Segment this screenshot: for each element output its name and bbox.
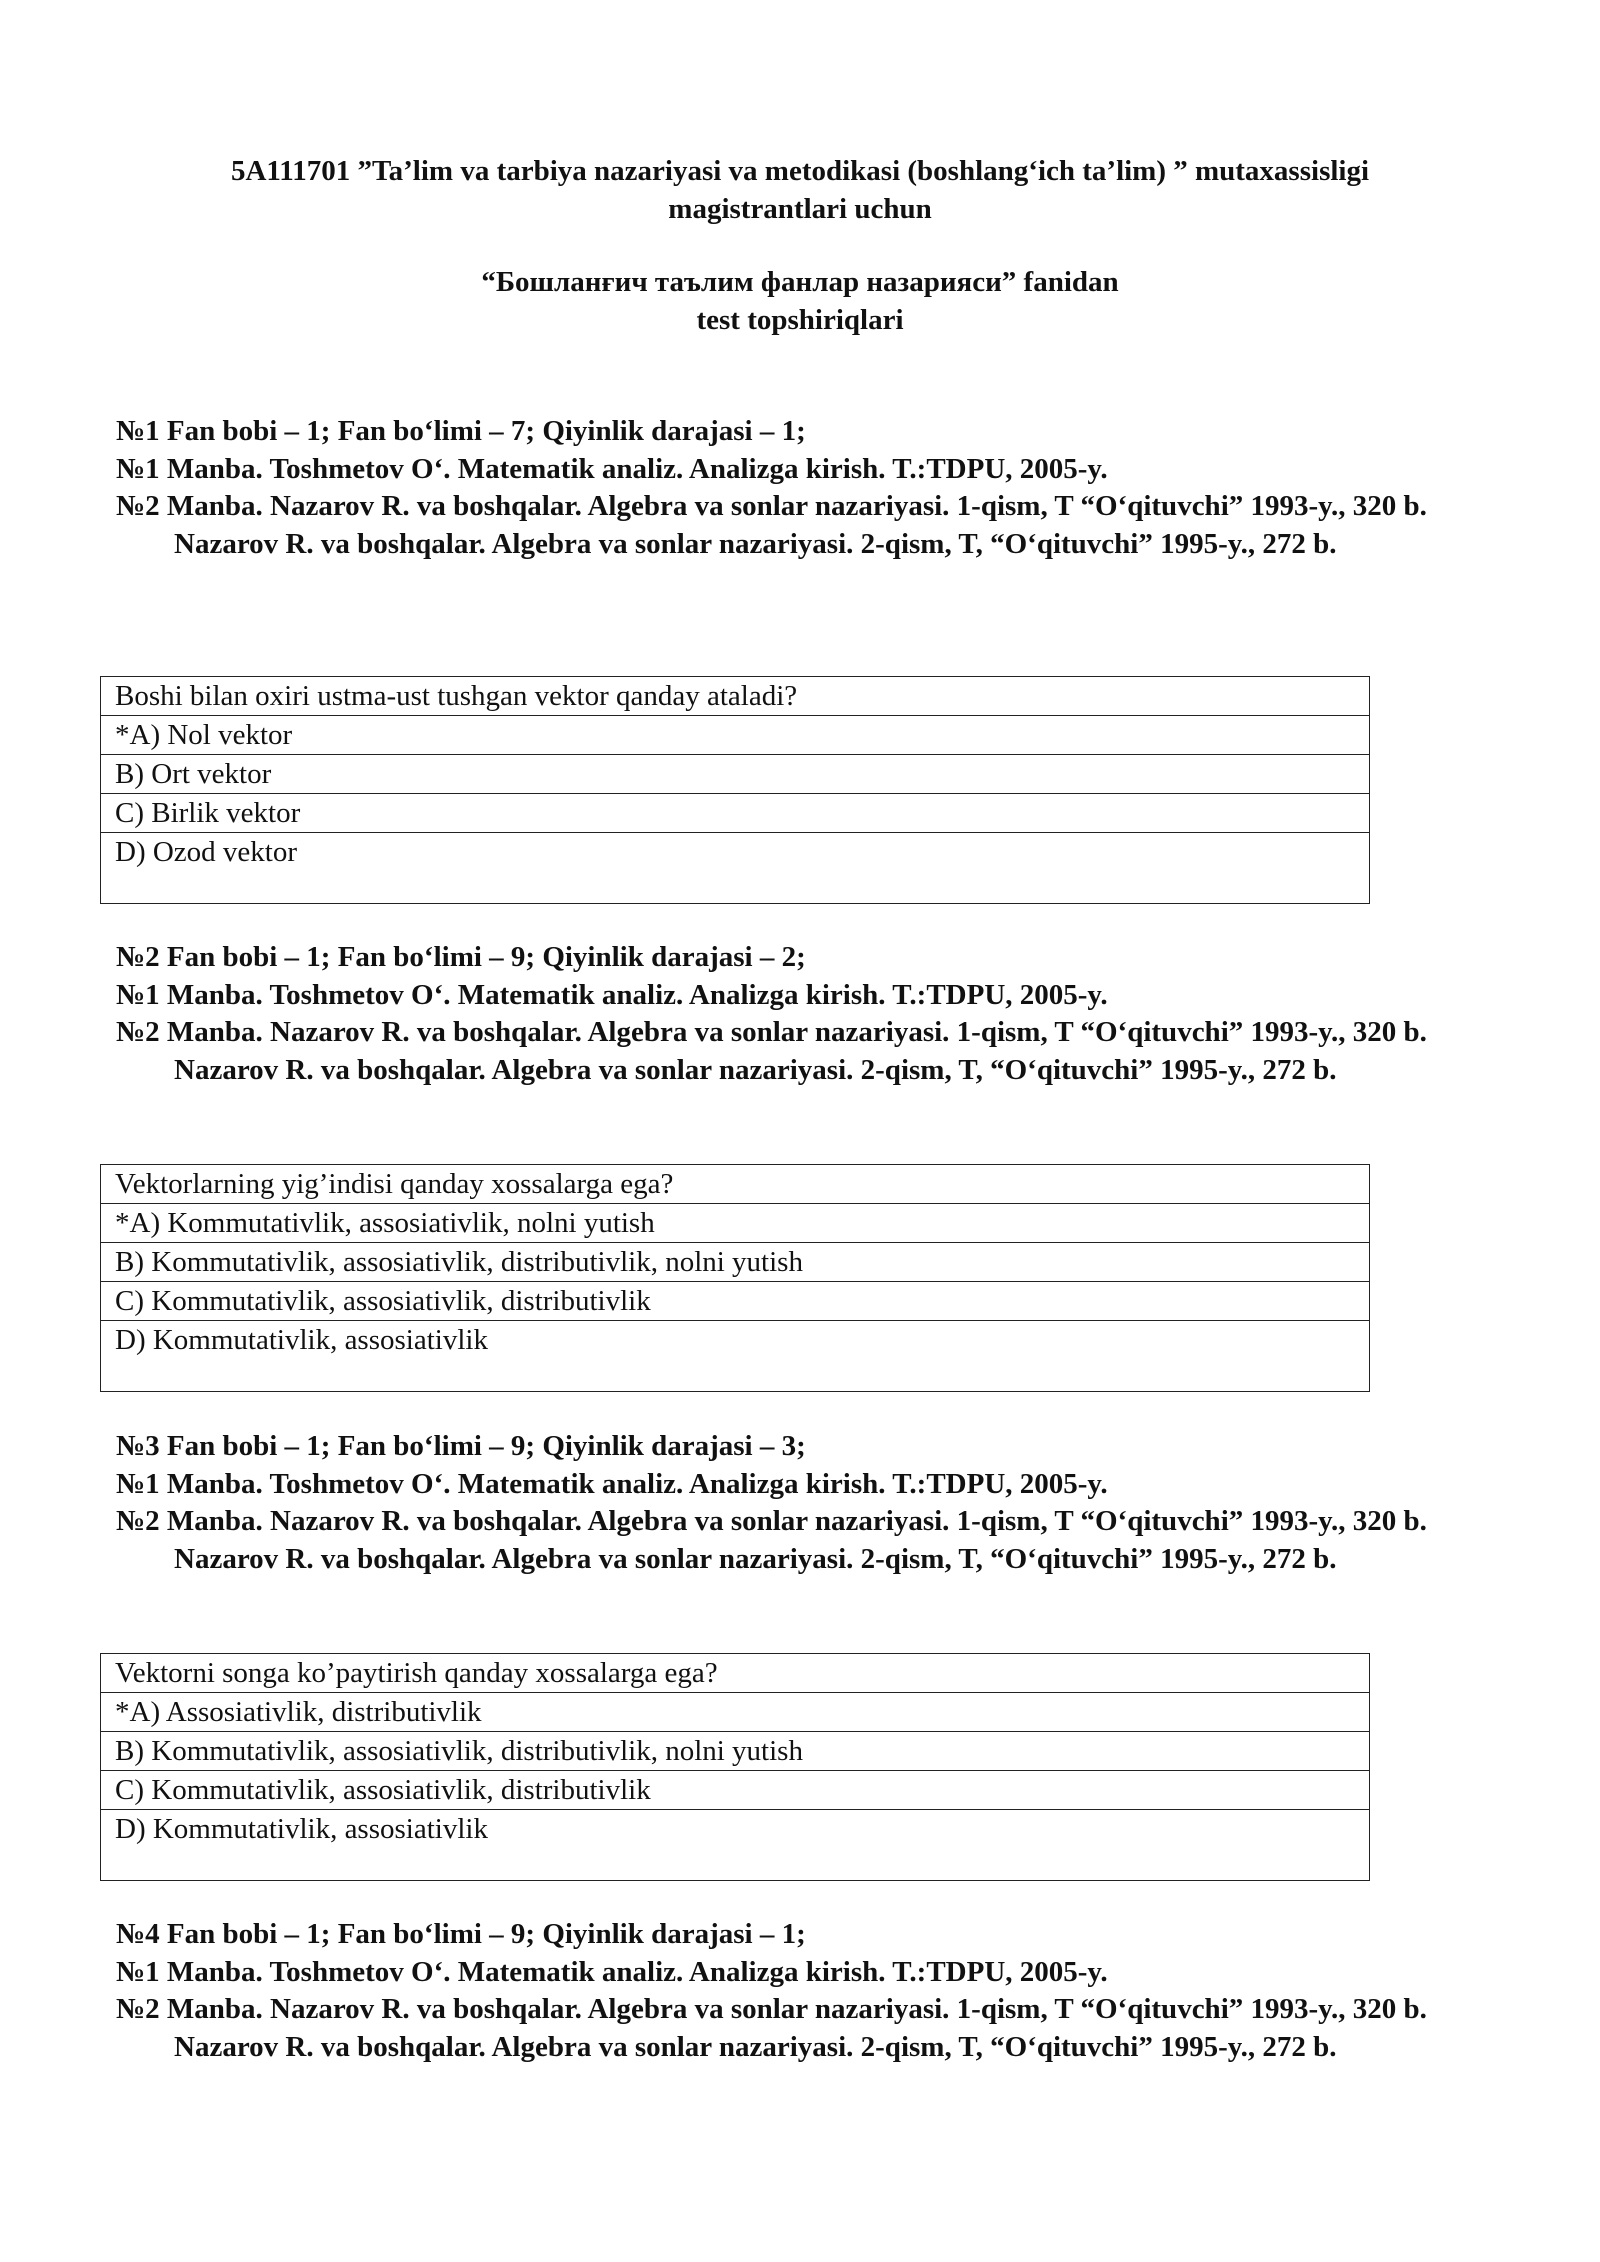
answer-option-b: B) Kommutativlik, assosiativlik, distributivlik, nolni yutish	[101, 1732, 1369, 1771]
question-meta-1	[116, 413, 1476, 563]
meta-info: №3 Fan bobi – 1; Fan bo‘limi – 9; Qiyinlik darajasi – 3;	[116, 1430, 806, 1462]
source-2: №2 Manba. Nazarov R. va boshqalar. Algebra va sonlar nazariyasi. 1-qism, T “O‘qituvchi” 1993-y., 320 b. Nazarov R. va boshqalar. Algebra va sonlar nazariyasi. 2-qism, T, “O‘qituvchi” 1995-y., 272 b.	[116, 1016, 1427, 1086]
answer-option-c: C) Kommutativlik, assosiativlik, distributivlik	[101, 1771, 1369, 1810]
answer-option-c: C) Kommutativlik, assosiativlik, distributivlik	[101, 1282, 1369, 1321]
question-table-1	[100, 676, 1370, 904]
question-table-3	[100, 1653, 1370, 1881]
question-meta-2	[116, 939, 1476, 1089]
question-table-2	[100, 1164, 1370, 1392]
subject-line-2: test topshiriqlari	[696, 304, 904, 336]
question-text: Boshi bilan oxiri ustma-ust tushgan vektor qanday ataladi?	[101, 677, 1369, 716]
source-2: №2 Manba. Nazarov R. va boshqalar. Algebra va sonlar nazariyasi. 1-qism, T “O‘qituvchi” 1993-y., 320 b. Nazarov R. va boshqalar. Algebra va sonlar nazariyasi. 2-qism, T, “O‘qituvchi” 1995-y., 272 b.	[116, 1993, 1427, 2063]
answer-option-d: D) Ozod vektor	[115, 836, 298, 868]
meta-info: №1 Fan bobi – 1; Fan bo‘limi – 7; Qiyinlik darajasi – 1;	[116, 415, 806, 447]
source-2: №2 Manba. Nazarov R. va boshqalar. Algebra va sonlar nazariyasi. 1-qism, T “O‘qituvchi” 1993-y., 320 b. Nazarov R. va boshqalar. Algebra va sonlar nazariyasi. 2-qism, T, “O‘qituvchi” 1995-y., 272 b.	[116, 1505, 1427, 1575]
source-1: №1 Manba. Toshmetov O‘. Matematik analiz. Analizga kirish. T.:TDPU, 2005-y.	[116, 452, 1108, 485]
source-1: №1 Manba. Toshmetov O‘. Matematik analiz. Analizga kirish. T.:TDPU, 2005-y.	[116, 1955, 1108, 1988]
meta-info: №4 Fan bobi – 1; Fan bo‘limi – 9; Qiyinlik darajasi – 1;	[116, 1918, 806, 1950]
question-meta-4	[116, 1916, 1476, 2066]
answer-option-a: *A) Assosiativlik, distributivlik	[101, 1693, 1369, 1732]
answer-option-b: B) Ort vektor	[101, 755, 1369, 794]
answer-option-c: C) Birlik vektor	[101, 794, 1369, 833]
source-2: №2 Manba. Nazarov R. va boshqalar. Algebra va sonlar nazariyasi. 1-qism, T “O‘qituvchi” 1993-y., 320 b. Nazarov R. va boshqalar. Algebra va sonlar nazariyasi. 2-qism, T, “O‘qituvchi” 1995-y., 272 b.	[116, 490, 1427, 560]
subject-line-1: “Бошланғич таълим фанлар назарияси” fanidan	[481, 266, 1119, 298]
header-line-1: 5A111701 ”Ta’lim va tarbiya nazariyasi va metodikasi (boshlang‘ich ta’lim) ” mutaxassisligi	[230, 155, 1370, 187]
answer-option-b: B) Kommutativlik, assosiativlik, distributivlik, nolni yutish	[101, 1243, 1369, 1282]
answer-option-d: D) Kommutativlik, assosiativlik	[115, 1813, 488, 1845]
question-meta-3	[116, 1428, 1476, 1578]
answer-option-d: D) Kommutativlik, assosiativlik	[115, 1324, 488, 1356]
answer-option-a: *A) Kommutativlik, assosiativlik, nolni yutish	[101, 1204, 1369, 1243]
header-line-2: magistrantlari uchun	[668, 193, 932, 225]
source-1: №1 Manba. Toshmetov O‘. Matematik analiz. Analizga kirish. T.:TDPU, 2005-y.	[116, 1467, 1108, 1500]
source-1: №1 Manba. Toshmetov O‘. Matematik analiz. Analizga kirish. T.:TDPU, 2005-y.	[116, 978, 1108, 1011]
question-text: Vektorni songa ko’paytirish qanday xossalarga ega?	[101, 1654, 1369, 1693]
answer-option-a: *A) Nol vektor	[101, 716, 1369, 755]
subject-title	[100, 263, 1500, 339]
meta-info: №2 Fan bobi – 1; Fan bo‘limi – 9; Qiyinlik darajasi – 2;	[116, 941, 806, 973]
document-header	[100, 152, 1500, 228]
question-text: Vektorlarning yig’indisi qanday xossalarga ega?	[101, 1165, 1369, 1204]
